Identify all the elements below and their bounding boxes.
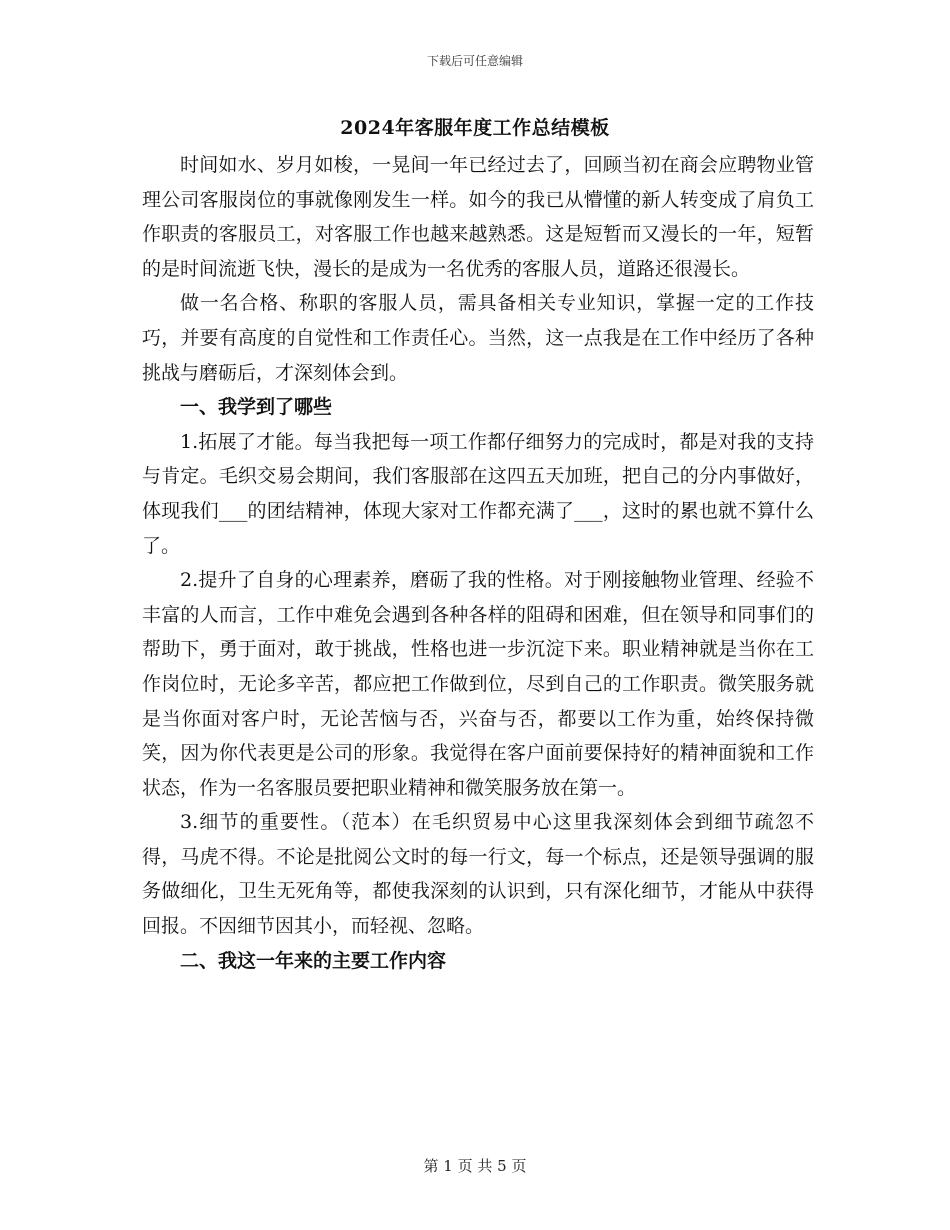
- paragraph-point-1: 1.拓展了才能。每当我把每一项工作都仔细努力的完成时，都是对我的支持与肯定。毛织交易会期间，我们客服部在这四五天加班，把自己的分内事做好，体现我们___的团结精神，体现大家对工作都充满了___，这时的累也就不算什么了。: [142, 430, 814, 557]
- page-footer: 第 1 页 共 5 页: [423, 1157, 527, 1175]
- paragraph-point-3: 3.细节的重要性。（范本）在毛织贸易中心这里我深刻体会到细节疏忽不得，马虎不得。不论是批阅公文时的每一行文，每一个标点，还是领导强调的服务做细化，卫生无死角等，都使我深刻的认识到，只有深化细节，才能从中获得回报。不因细节因其小，而轻视、忽略。: [142, 811, 814, 938]
- paragraph-point-2: 2.提升了自身的心理素养，磨砺了我的性格。对于刚接触物业管理、经验不丰富的人而言，工作中难免会遇到各种各样的阻碍和困难，但在领导和同事们的帮助下，勇于面对，敢于挑战，性格也进一步沉淀下来。职业精神就是当你在工作岗位时，无论多辛苦，都应把工作做到位，尽到自己的工作职责。微笑服务就是当你面对客户时，无论苦恼与否，兴奋与否，都要以工作为重，始终保持微笑，因为你代表更是公司的形象。我觉得在客户面前要保持好的精神面貌和工作状态，作为一名客服员要把职业精神和微笑服务放在第一。: [142, 569, 814, 799]
- paragraph-requirements: 做一名合格、称职的客服人员，需具备相关专业知识，掌握一定的工作技巧，并要有高度的自觉性和工作责任心。当然，这一点我是在工作中经历了各种挑战与磨砺后，才深刻体会到。: [142, 292, 814, 384]
- section-heading-main-work: 二、我这一年来的主要工作内容: [180, 949, 447, 972]
- paragraph-intro: 时间如水、岁月如梭，一晃间一年已经过去了，回顾当初在商会应聘物业管理公司客服岗位的事就像刚发生一样。如今的我已从懵懂的新人转变成了肩负工作职责的客服员工，对客服工作也越来越熟悉。这是短暂而又漫长的一年，短暂的是时间流逝飞快，漫长的是成为一名优秀的客服人员，道路还很漫长。: [142, 154, 814, 280]
- section-heading-learned: 一、我学到了哪些: [180, 396, 333, 419]
- document-body: [142, 148, 814, 978]
- document-title: 2024年客服年度工作总结模板: [340, 117, 610, 139]
- page-header: 下载后可任意编辑: [426, 54, 523, 68]
